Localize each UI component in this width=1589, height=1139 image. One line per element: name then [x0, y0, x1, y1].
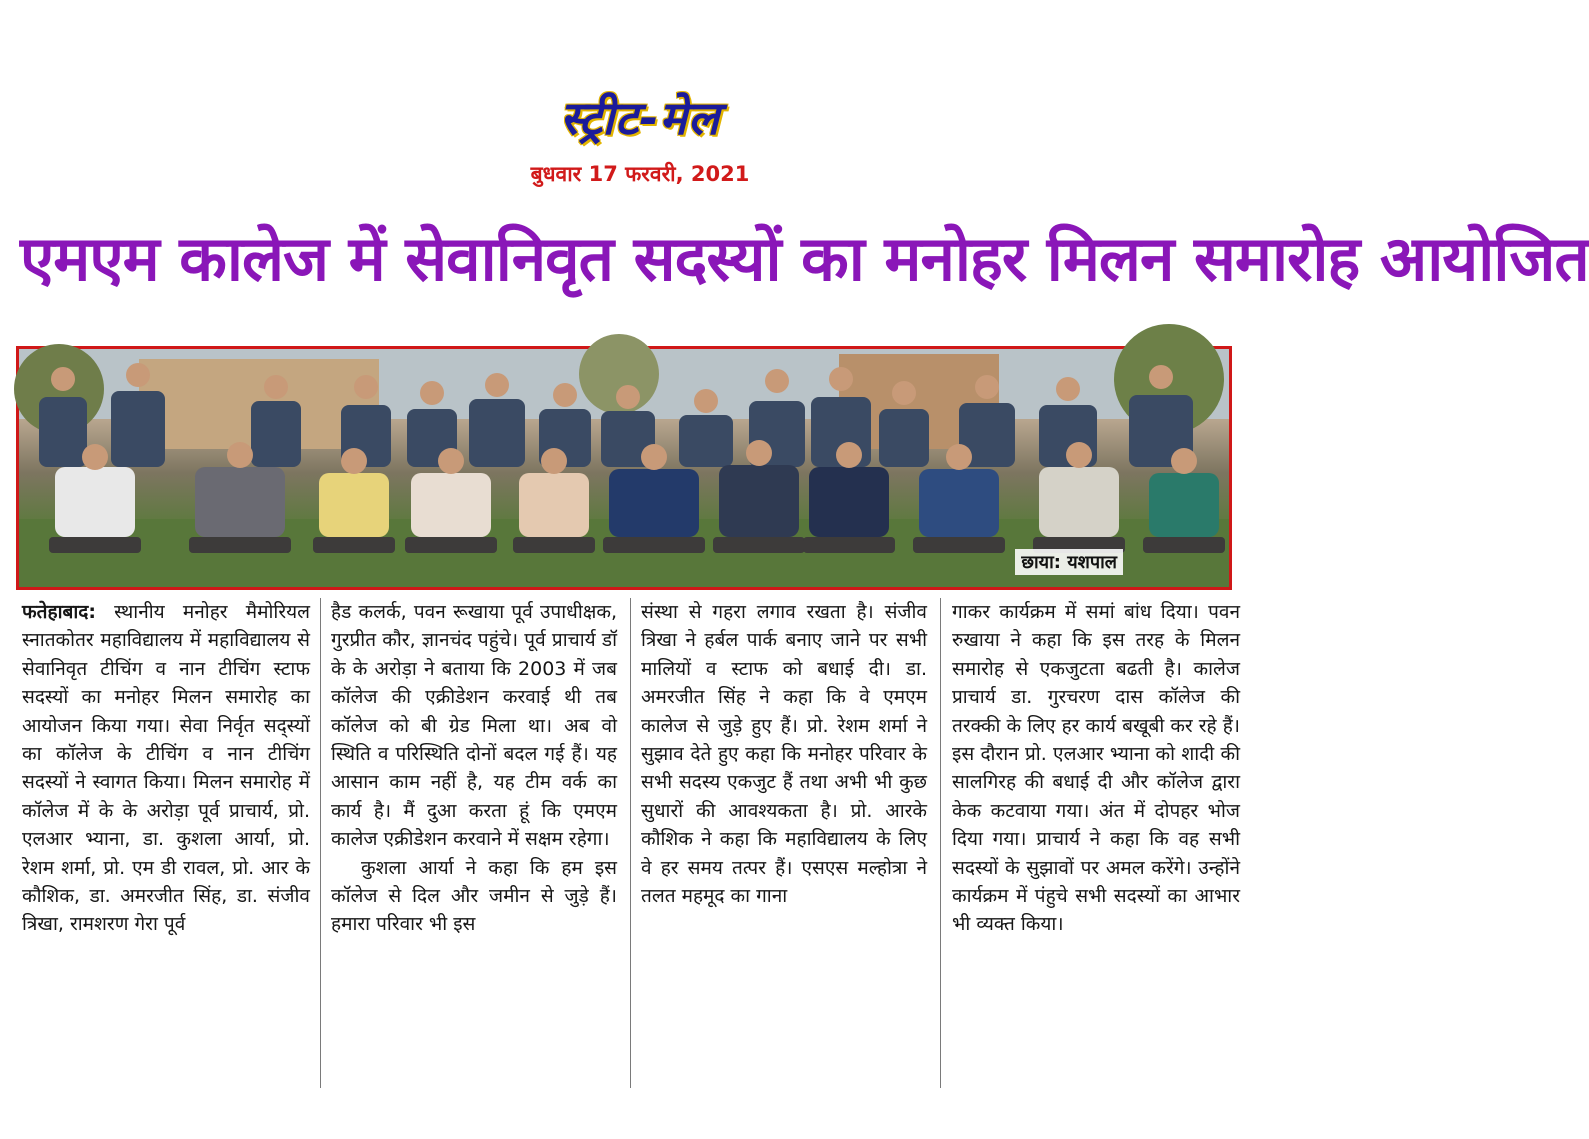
headline: एमएम कालेज में सेवानिवृत सदस्यों का मनोहर मिलन समारोह आयोजित	[20, 222, 1589, 295]
article-column-1	[22, 598, 310, 939]
column-divider	[320, 598, 321, 1088]
article-paragraph: स्थानीय मनोहर मैमोरियल स्नातकोतर महाविद्यालय में महाविद्यालय से सेवानिवृत टीचिंग व नान टीचिंग स्टाफ सदस्यों का मनोहर मिलन समारोह का आयोजन किया गया। सेवा निर्वृत सद्स्यों का कॉलेज के टीचिंग व नान टीचिंग सदस्यों ने स्वागत किया। मिलन समारोह में कॉलेज में के के अरोड़ा पूर्व प्राचार्य, प्रो. एलआर भ्याना, डा. कुशला आर्या, प्रो. रेशम शर्मा, प्रो. एम डी रावल, प्रो. आर के कौशिक, डा. अमरजीत सिंह, डा. संजीव त्रिखा, रामशरण गेरा पूर्व	[22, 601, 310, 936]
masthead-title: स्ट्रीट-मेल	[560, 91, 720, 145]
group-photo	[16, 346, 1232, 590]
article-column-3	[641, 598, 927, 910]
column-divider	[630, 598, 631, 1088]
article-paragraph: संस्था से गहरा लगाव रखता है। संजीव त्रिखा ने हर्बल पार्क बनाए जाने पर सभी मालियों व स्टाफ को बधाई दी। डा. अमरजीत सिंह ने कहा कि वे एमएम कालेज से जुड़े हुए हैं। प्रो. रेशम शर्मा ने सुझाव देते हुए कहा कि मनोहर परिवार के सभी सदस्य एकजुट हैं तथा अभी भी कुछ सुधारों की आवश्यकता है। प्रो. आरके कौशिक ने कहा कि महाविद्यालय के लिए वे हर समय तत्पर हैं। एसएस मल्होत्रा ने तलत महमूद का गाना	[641, 601, 927, 908]
column-divider	[940, 598, 941, 1088]
dateline: बुधवार 17 फरवरी, 2021	[530, 162, 750, 186]
article-paragraph: हैड कलर्क, पवन रूखाया पूर्व उपाधीक्षक, गुरप्रीत कौर, ज्ञानचंद पहुंचे। पूर्व प्राचार्य डॉ के के अरोड़ा ने बताया कि 2003 में जब कॉलेज की एक्रीडेशन करवाई थी तब कॉलेज को बी ग्रेड मिला था। अब वो स्थिति व परिस्थिति दोनों बदल गई हैं। यह आसान काम नहीं है, यह टीम वर्क का कार्य है। मैं दुआ करता हूं कि एमएम कालेज एक्रीडेशन करवाने में सक्षम रहेगा।	[331, 601, 617, 851]
article-paragraph: गाकर कार्यक्रम में समां बांध दिया। पवन रुखाया ने कहा कि इस तरह के मिलन समारोह से एकजुटता बढती है। कालेज प्राचार्य डा. गुरचरण दास कॉलेज की तरक्की के लिए हर कार्य बखूबी कर रहे हैं। इस दौरान प्रो. एलआर भ्याना को शादी की सालगिरह की बधाई दी और कॉलेज द्वारा केक कटवाया गया। अंत में दोपहर भोज दिया गया। प्राचार्य ने कहा कि वह सभी सदस्यों के सुझावों पर अमल करेंगे। उन्होंने कार्यक्रम में पंहुचे सभी सदस्यों का आभार भी व्यक्त किया।	[952, 601, 1240, 936]
article-column-2	[331, 598, 617, 939]
article-dateline-place: फतेहाबाद:	[22, 601, 96, 623]
article-paragraph: कुशला आर्या ने कहा कि हम इस कॉलेज से दिल और जमीन से जुड़े हैं। हमारा परिवार भी इस	[331, 856, 617, 936]
photo-credit: छाया: यशपाल	[1015, 549, 1123, 575]
article-column-4	[952, 598, 1240, 939]
